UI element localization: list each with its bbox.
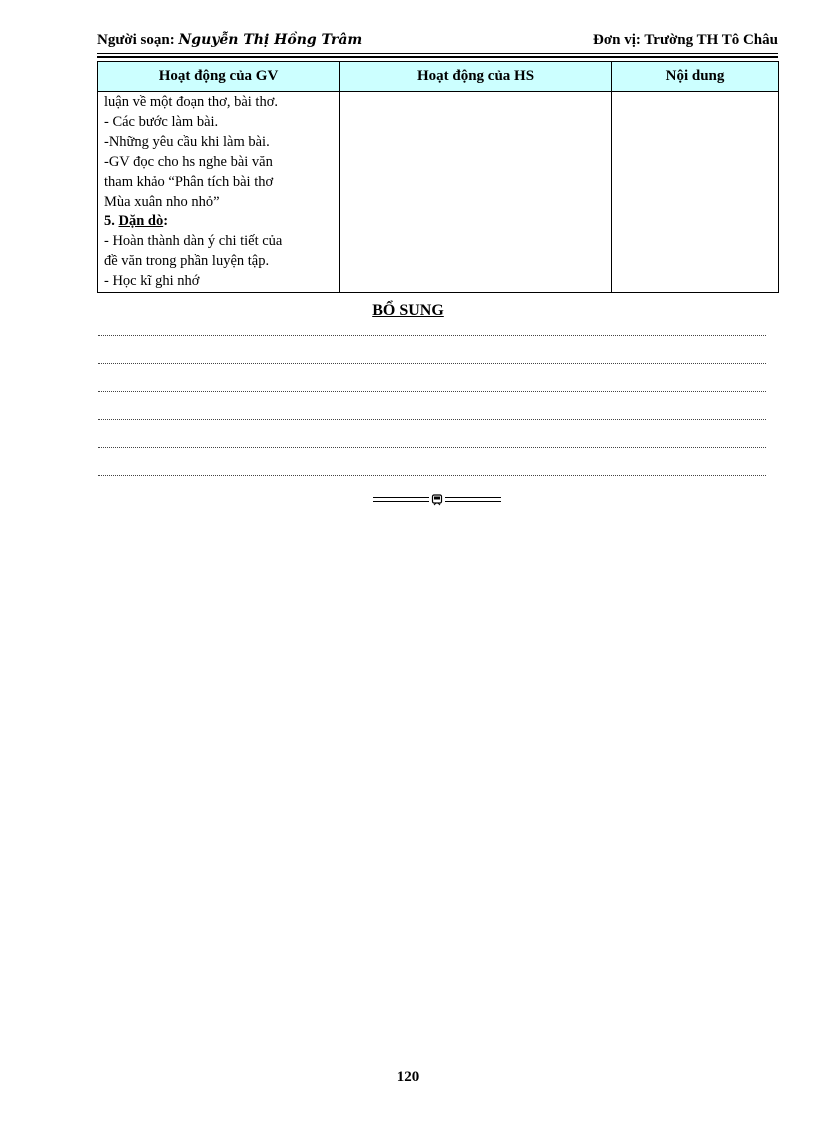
unit-name: Trường TH Tô Châu	[644, 32, 778, 48]
hs-activity-cell	[340, 92, 612, 293]
ornament-bar-right	[445, 497, 501, 502]
page-header	[97, 32, 778, 52]
gv-line: Mùa xuân nho nhỏ”	[104, 193, 220, 210]
blank-dotted-line	[98, 419, 766, 420]
author-label: Người soạn:	[97, 32, 175, 48]
supplement-title: BỔ SUNG	[372, 302, 444, 319]
gv-line: tham khảo “Phân tích bài thơ	[104, 173, 274, 190]
ornament-bar-left	[373, 497, 429, 502]
gv-line: -Những yêu cầu khi làm bài.	[104, 133, 270, 150]
blank-dotted-line	[98, 335, 766, 336]
train-icon	[431, 494, 443, 506]
blank-dotted-line	[98, 447, 766, 448]
table-header-row	[98, 62, 779, 92]
column-header-gv: Hoạt động của GV	[98, 62, 340, 92]
step-heading	[104, 212, 333, 232]
gv-line: -GV đọc cho hs nghe bài văn	[104, 153, 273, 170]
end-ornament	[373, 494, 501, 508]
gv-activity-cell	[98, 92, 340, 293]
step-title: Dặn dò	[118, 213, 164, 230]
lesson-table	[97, 61, 779, 293]
header-rule-thick	[97, 56, 778, 58]
step-number: 5.	[104, 213, 115, 230]
blank-dotted-line	[98, 475, 766, 476]
author-name: Nguyễn Thị Hồng Trâm	[178, 32, 363, 48]
gv-line: đề văn trong phần luyện tập.	[104, 253, 270, 270]
unit-info	[593, 32, 778, 49]
page-number: 120	[396, 1069, 420, 1085]
gv-line: - Hoàn thành dàn ý chi tiết của	[104, 233, 283, 250]
step-colon: :	[163, 213, 169, 230]
unit-label: Đơn vị:	[593, 32, 641, 48]
table-row	[98, 92, 779, 293]
author-info	[97, 32, 362, 49]
gv-line: - Học kĩ ghi nhớ	[104, 273, 200, 290]
gv-line: - Các bước làm bài.	[104, 113, 219, 130]
blank-dotted-line	[98, 363, 766, 364]
header-rule	[97, 53, 778, 54]
column-header-noidung: Nội dung	[612, 62, 779, 92]
column-header-hs: Hoạt động của HS	[340, 62, 612, 92]
gv-line: luận về một đoạn thơ, bài thơ.	[104, 94, 278, 110]
noidung-cell	[612, 92, 779, 293]
blank-dotted-line	[98, 391, 766, 392]
